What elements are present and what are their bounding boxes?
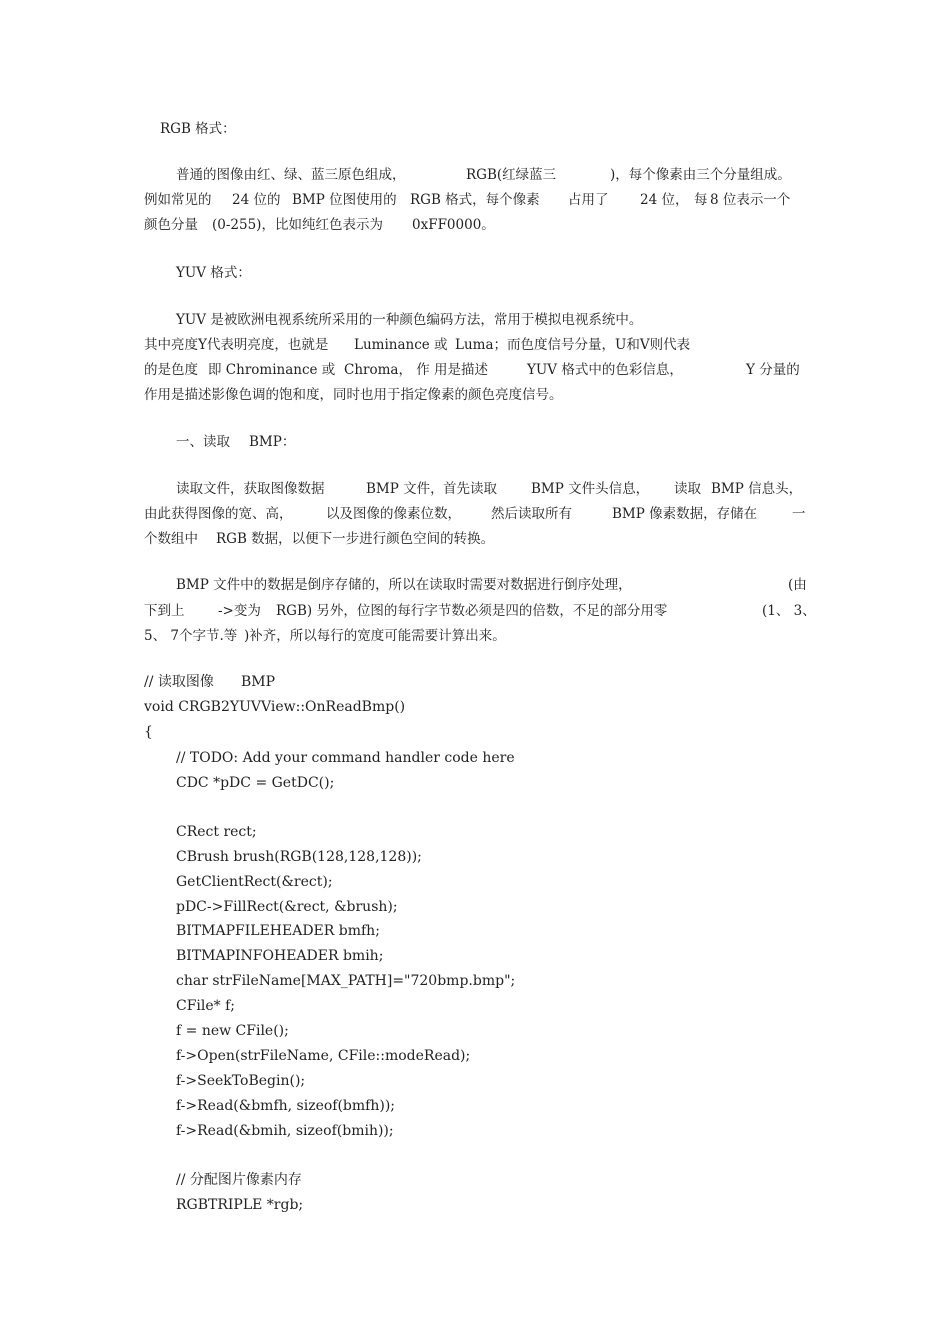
yuv-p3-segment-2: Chroma， 作 用是描述 — [344, 362, 489, 378]
code-cfile: CFile* f; — [176, 998, 236, 1014]
code-bmfh: BITMAPFILEHEADER bmfh; — [176, 923, 380, 939]
code-open: f->Open(strFileName, CFile::modeRead); — [176, 1048, 471, 1064]
conv-p3-segment-1: )补齐，所以每行的宽度可能需要计算出来。 — [244, 628, 506, 644]
code-rect: CRect rect; — [176, 824, 257, 840]
conv-p2-segment-2: RGB) 另外，位图的每行字节数必须是四的倍数，不足的部分用零 — [276, 603, 668, 619]
rgb-p2-segment-5: 24 位， — [640, 192, 689, 208]
read-p3-segment-1: RGB 数据，以便下一步进行颜色空间的转换。 — [216, 531, 495, 547]
code-filename: char strFileName[MAX_PATH]="720bmp.bmp"; — [176, 973, 516, 989]
yuv-p4-segment-0: 作用是描述影像色调的饱和度，同时也用于指定像素的颜色亮度信号。 — [144, 387, 563, 403]
code-brush: CBrush brush(RGB(128,128,128)); — [176, 849, 422, 865]
rgb-p3-segment-2: 0xFF0000。 — [412, 217, 495, 233]
code-todo: // TODO: Add your command handler code here — [176, 750, 515, 766]
read-p2-segment-0: 由此获得图像的宽、高， — [144, 506, 293, 522]
rgb-p2-segment-1: 24 位的 — [232, 192, 281, 208]
read-p1-segment-4: 读取 — [674, 481, 701, 497]
yuv-p3-segment-3: YUV 格式中的色彩信息， — [527, 362, 683, 378]
code-fillrect: pDC->FillRect(&rect, &brush); — [176, 899, 398, 915]
read-p1-segment-1: BMP 文件， — [366, 481, 444, 497]
read-p2-segment-2: 然后读取所有 — [491, 506, 572, 522]
code-brace-open: { — [144, 724, 153, 740]
code-comment-bmp: BMP — [241, 674, 276, 690]
code-func: void CRGB2YUVView::OnReadBmp() — [144, 699, 406, 715]
code-getclient: GetClientRect(&rect); — [176, 874, 333, 890]
read-heading-segment-1: BMP： — [249, 434, 296, 450]
read-p3-segment-0: 个数组中 — [144, 531, 198, 547]
code-new: f = new CFile(); — [176, 1023, 289, 1039]
yuv-p2-segment-0: 其中亮度Y代表明亮度，也就是 — [144, 337, 329, 353]
yuv-p3-segment-4: Y 分量的 — [746, 362, 800, 378]
yuv-p2-segment-2: Luma；而色度信号分量，U和V则代表 — [455, 337, 691, 353]
rgb-p1-segment-1: RGB(红绿蓝三 — [466, 167, 557, 183]
conv-p3-segment-0: 5、 7个字节.等 — [144, 628, 238, 644]
code-read-bmfh: f->Read(&bmfh, sizeof(bmfh)); — [176, 1098, 396, 1114]
rgb-p2-segment-3: RGB 格式，每个像素 — [410, 192, 540, 208]
rgb-p2-segment-0: 例如常见的 — [144, 192, 212, 208]
read-p2-segment-3: BMP 像素数据，存储在 — [612, 506, 758, 522]
code-comment-read: // 读取图像 — [144, 674, 214, 690]
code-bmih: BITMAPINFOHEADER bmih; — [176, 948, 384, 964]
conv-p2-segment-3: (1、 3、 — [762, 603, 816, 619]
code-read-bmih: f->Read(&bmih, sizeof(bmih)); — [176, 1123, 394, 1139]
yuv-p3-segment-0: 的是色度 — [144, 362, 198, 378]
rgb-p2-segment-7: 8 位表示一个 — [710, 192, 791, 208]
rgb-p2-segment-4: 占用了 — [568, 192, 609, 208]
yuv-p3-segment-1: 即 Chrominance 或 — [208, 362, 336, 378]
read-p1-segment-5: BMP 信息头， — [711, 481, 803, 497]
conv-p1-segment-0: BMP 文件中的数据是倒序存储的，所以在读取时需要对数据进行倒序处理， — [176, 577, 632, 593]
conv-p1-segment-1: (由 — [788, 577, 807, 593]
rgb-p3-segment-1: (0-255)，比如纯红色表示为 — [212, 217, 383, 233]
code-comment-alloc: // 分配图片像素内存 — [176, 1172, 302, 1188]
rgb-p2-segment-2: BMP 位图使用的 — [292, 192, 397, 208]
read-p1-segment-2: 首先读取 — [443, 481, 497, 497]
yuv-p2-segment-1: Luminance 或 — [354, 337, 448, 353]
read-p1-segment-3: BMP 文件头信息， — [531, 481, 650, 497]
read-p2-segment-4: 一 — [792, 506, 806, 522]
rgb-heading-segment-0: RGB 格式： — [160, 121, 236, 137]
code-rgbtriple: RGBTRIPLE *rgb; — [176, 1197, 304, 1213]
read-p2-segment-1: 以及图像的像素位数， — [326, 506, 461, 522]
code-getdc: CDC *pDC = GetDC(); — [176, 775, 335, 791]
rgb-p1-segment-2: )，每个像素由三个分量组成。 — [610, 167, 791, 183]
conv-p2-segment-0: 下到上 — [144, 603, 185, 619]
rgb-p2-segment-6: 每 — [694, 192, 708, 208]
conv-p2-segment-1: ->变为 — [218, 603, 261, 619]
rgb-p3-segment-0: 颜色分量 — [144, 217, 198, 233]
yuv-heading-segment-0: YUV 格式： — [176, 265, 251, 281]
read-heading-segment-0: 一、读取 — [176, 434, 230, 450]
yuv-p1-segment-0: YUV 是被欧洲电视系统所采用的一种颜色编码方法，常用于模拟电视系统中。 — [176, 312, 643, 328]
code-seek: f->SeekToBegin(); — [176, 1073, 306, 1089]
rgb-p1-segment-0: 普通的图像由红、绿、蓝三原色组成， — [176, 167, 406, 183]
read-p1-segment-0: 读取文件，获取图像数据 — [176, 481, 325, 497]
